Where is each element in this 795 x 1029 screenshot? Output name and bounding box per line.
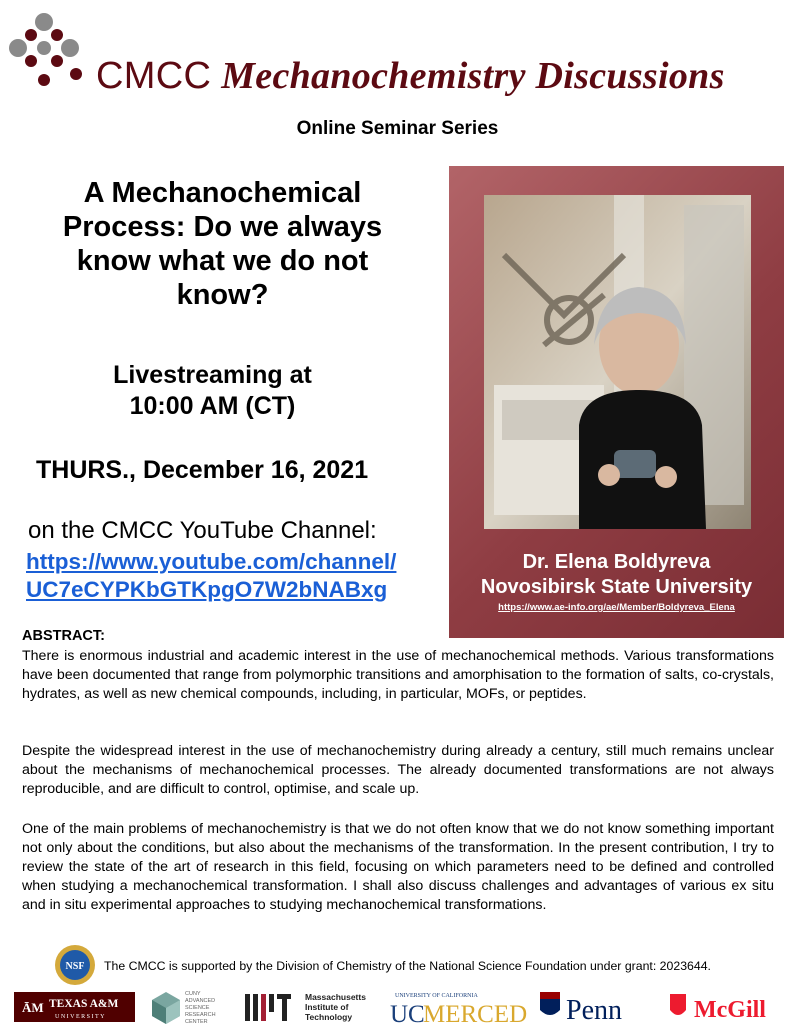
abstract-paragraph: Despite the widespread interest in the use of mechanochemistry during already a century, still much remains unclear about the mechanisms of mechanochemical processes. The already documented transformations are not always reproducible, and are difficult to control, optimise, and scale up. — [22, 743, 774, 797]
livestream-info — [30, 360, 395, 422]
speaker-photo — [484, 195, 751, 529]
ucm-top: UNIVERSITY OF CALIFORNIA — [395, 993, 478, 999]
svg-text:ĀM: ĀM — [22, 1000, 44, 1015]
abstract-heading: ABSTRACT: — [22, 628, 105, 644]
tamu-sub: UNIVERSITY — [55, 1014, 106, 1020]
tamu-logo — [14, 992, 135, 1022]
channel-link-line1[interactable]: https://www.youtube.com/channel/ — [26, 549, 397, 574]
abstract-paragraph: One of the main problems of mechanochemistry is that we do not often know that we do not know something important not only about the conditions, but also about the mechanisms of the transformation. In the present contribution, I try to review the state of the art of research in this field, focusing on which parameters need to be defined and controlled when studying a mechanochemical transformation. I shall also discuss challenges and advantages of various ex situ and in situ experimental approaches to studying mechanochemical transformations. — [22, 821, 774, 913]
mcgill-text: McGill — [694, 997, 766, 1023]
speaker-affiliation: Novosibirsk State University — [480, 576, 753, 598]
cuny-asrc-logo — [152, 991, 216, 1025]
cuny-line: CUNY — [185, 991, 201, 997]
mit-line: Institute of — [305, 1002, 349, 1012]
ucm-uc: UC — [390, 1001, 425, 1028]
talk-title: A Mechanochemical Process: Do we always know what we do not know? — [62, 177, 383, 311]
cuny-line: CENTER — [185, 1019, 208, 1025]
speaker-name: Dr. Elena Boldyreva — [522, 551, 711, 573]
mit-line: Massachusetts — [305, 992, 366, 1002]
tamu-text: TEXAS A&M — [49, 998, 119, 1010]
speaker-profile-link[interactable]: https://www.ae-info.org/ae/Member/Boldyreva_Elena — [498, 602, 735, 613]
ucm-merced: MERCED — [423, 1001, 528, 1028]
channel-text: on the CMCC YouTube Channel: — [28, 517, 377, 544]
speaker-panel — [449, 166, 784, 638]
funding-statement: The CMCC is supported by the Division of Chemistry of the National Science Foundation under grant: 2023644. — [104, 959, 711, 973]
brand-text: CMCC — [96, 55, 212, 97]
cmcc-logo — [4, 8, 96, 96]
livestream-label: Livestreaming at — [113, 361, 312, 389]
mit-logo — [245, 992, 366, 1022]
nsf-logo-text: NSF — [65, 961, 85, 972]
cuny-line: SCIENCE — [185, 1005, 210, 1011]
penn-text: Penn — [566, 995, 622, 1026]
youtube-channel-link[interactable] — [26, 548, 396, 604]
subtitle: Online Seminar Series — [296, 118, 499, 139]
nsf-logo — [54, 944, 96, 986]
mcgill-logo — [670, 994, 766, 1023]
sponsor-logos — [0, 986, 795, 1029]
channel-link-line2[interactable]: UC7eCYPKbGTKpgO7W2bNABxg — [26, 577, 388, 602]
series-title — [96, 54, 725, 98]
event-date: THURS., December 16, 2021 — [36, 456, 369, 484]
abstract-paragraph: There is enormous industrial and academic interest in the use of mechanochemical methods. Various transformations have been documented that range from polymorphic transitions and amorphisation to the formation of salts, co-crystals, hydrates, as well as new chemical compounds, including, in particular, MOFs, or peptides. — [22, 648, 774, 702]
mit-line: Technology — [305, 1012, 353, 1022]
penn-logo — [540, 992, 622, 1026]
cuny-line: RESEARCH — [185, 1012, 216, 1018]
cuny-line: ADVANCED — [185, 998, 216, 1004]
uc-merced-logo — [390, 993, 527, 1028]
series-name: Mechanochemistry Discussions — [221, 55, 725, 97]
livestream-time: 10:00 AM (CT) — [129, 392, 296, 420]
